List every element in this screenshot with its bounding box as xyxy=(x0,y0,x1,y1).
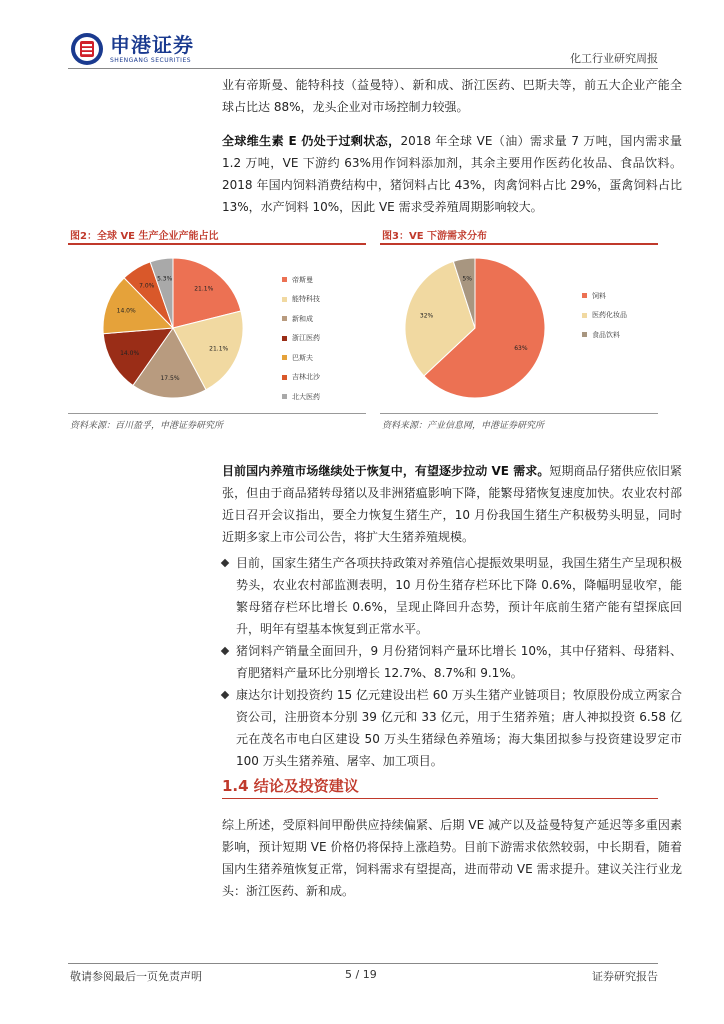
demand-lead: 全球维生素 E 仍处于过剩状态， xyxy=(222,134,401,148)
diamond-bullet-icon xyxy=(221,691,229,699)
fig3-slice-label-2: 32% xyxy=(419,312,434,320)
fig3-legend-item xyxy=(582,286,627,306)
footer-disclaimer: 敬请参阅最后一页免责声明 xyxy=(70,970,202,983)
figure-2-bottom-rule xyxy=(68,413,366,414)
fig3-legend-label: 饲料 xyxy=(592,291,606,300)
fig3-legend-label: 医药化妆品 xyxy=(592,311,627,320)
figure-3-title: 图3：VE 下游需求分布 xyxy=(382,231,488,242)
demand-paragraph xyxy=(222,130,682,218)
fig2-legend-label: 巴斯夫 xyxy=(292,353,313,362)
section-divider xyxy=(222,798,658,799)
bullet-text: 目前，国家生猪生产各项扶持政策对养殖信心提振效果明显，我国生猪生产呈现积极势头，农业农村部监测表明，10 月份生猪存栏环比下降 0.6%，降幅明显收窄，能繁母猪存栏环比增长 0.6%，呈现止降回升态势，预计年底前生猪产能有望探底回升，明年有望基本恢复到正常水平。 xyxy=(236,556,682,636)
company-logo xyxy=(70,32,194,66)
demand-text: 2018 年全球 VE（油）需求量 7 万吨，国内需求量 1.2 万吨，VE 下游约 63%用作饲料添加剂，其余主要用作医药化妆品、食品饮料。2018 年国内饲料消费结构中，猪饲料占比 43%，肉禽饲料占比 29%，蛋禽饲料占比 13%，水产饲料 10%，因此 VE 需求受养殖周期影响较大。 xyxy=(222,134,682,214)
breeding-text: 短期商品仔猪供应依旧紧张，但由于商品猪转母猪以及非洲猪瘟影响下降，能繁母猪恢复速度加快。农业农村部近日召开会议指出，要全力恢复生猪生产，10 月份我国生猪生产积极势头明显，同时近期多家上市公司公告，将扩大生猪养殖规模。 xyxy=(222,464,682,544)
fig2-legend-label: 能特科技 xyxy=(292,295,320,304)
fig3-legend-swatch xyxy=(582,293,587,298)
bullet-item xyxy=(222,640,682,684)
fig3-legend-item xyxy=(582,306,627,326)
section-heading: 1.4 结论及投资建议 xyxy=(222,777,359,795)
figure-2-title-rule xyxy=(68,243,366,245)
fig3-slice-label-1: 63% xyxy=(514,344,528,352)
fig2-legend-label: 帝斯曼 xyxy=(292,275,313,284)
page-number: 5 / 19 xyxy=(345,968,377,981)
figure-2-pie-chart xyxy=(70,250,280,410)
bullet-item xyxy=(222,684,682,772)
figure-3-pie-chart xyxy=(380,250,580,410)
figure-2-source: 资料来源：百川盈孚，申港证券研究所 xyxy=(70,421,224,431)
fig2-legend-swatch xyxy=(282,355,287,360)
fig2-slice-label-6: 7.0% xyxy=(139,282,155,290)
logo-english-name: SHENGANG SECURITIES xyxy=(110,57,192,64)
fig2-legend-label: 浙江医药 xyxy=(292,334,320,343)
figure-2-legend xyxy=(282,270,320,407)
fig2-legend-swatch xyxy=(282,297,287,302)
fig2-legend-item xyxy=(282,387,320,407)
fig2-legend-label: 北大医药 xyxy=(292,392,320,401)
fig3-legend-swatch xyxy=(582,332,587,337)
report-type: 化工行业研究周报 xyxy=(570,52,658,65)
breeding-lead: 目前国内养殖市场继续处于恢复中，有望逐步拉动 VE 需求。 xyxy=(222,464,550,478)
fig2-legend-item xyxy=(282,270,320,290)
fig2-legend-item xyxy=(282,329,320,349)
figure-3-legend xyxy=(582,286,627,345)
fig2-slice-label-3: 17.5% xyxy=(160,374,180,382)
figure-3-bottom-rule xyxy=(380,413,658,414)
fig2-legend-item xyxy=(282,368,320,388)
fig2-legend-label: 新和成 xyxy=(292,314,313,323)
shengang-logo-icon xyxy=(70,32,104,66)
figure-3-title-rule xyxy=(380,243,658,245)
fig2-slice-label-4: 14.0% xyxy=(120,349,140,357)
header-divider xyxy=(68,68,658,69)
fig2-legend-swatch xyxy=(282,316,287,321)
diamond-bullet-icon xyxy=(221,559,229,567)
fig2-legend-swatch xyxy=(282,336,287,341)
logo-chinese-name: 申港证券 xyxy=(110,33,194,57)
fig2-slice-label-5: 14.0% xyxy=(116,307,136,315)
fig2-legend-swatch xyxy=(282,277,287,282)
fig2-legend-item xyxy=(282,309,320,329)
figure-2-title: 图2：全球 VE 生产企业产能占比 xyxy=(70,231,219,242)
fig2-legend-item xyxy=(282,348,320,368)
fig3-legend-item xyxy=(582,325,627,345)
conclusion-paragraph: 综上所述，受原料间甲酚供应持续偏紧、后期 VE 减产以及益曼特复产延迟等多重因素影响，预计短期 VE 价格仍将保持上涨趋势。目前下游需求依然较弱，中长期看，随着国内生猪养殖恢复正常，饲料需求有望提高，进而带动 VE 需求提升。建议关注行业龙头：浙江医药、新和成。 xyxy=(222,818,682,898)
bullet-item xyxy=(222,552,682,640)
footer-report-label: 证券研究报告 xyxy=(592,970,658,983)
breeding-paragraph xyxy=(222,460,682,548)
fig3-legend-label: 食品饮料 xyxy=(592,330,620,339)
footer-divider xyxy=(68,963,658,964)
bullet-text: 康达尔计划投资约 15 亿元建设出栏 60 万头生猪产业链项目；牧原股份成立两家合资公司，注册资本分别 39 亿元和 33 亿元，用于生猪养殖；唐人神拟投资 6.58 亿元在茂名市电白区建设 50 万头生猪绿色养殖场；海大集团拟参与投资建设罗定市 100 万头生猪养殖、屠宰、加工项目。 xyxy=(236,688,682,768)
figure-3-source: 资料来源：产业信息网，申港证券研究所 xyxy=(382,421,545,431)
fig3-slice-label-3: 5% xyxy=(462,275,472,283)
bullet-text: 猪饲料产销量全面回升，9 月份猪饲料产量环比增长 10%，其中仔猪料、母猪料、育肥猪料产量环比分别增长 12.7%、8.7%和 9.1%。 xyxy=(236,644,682,680)
intro-paragraph: 业有帝斯曼、能特科技（益曼特）、新和成、浙江医药、巴斯夫等，前五大企业产能全球占比达 88%，龙头企业对市场控制力较强。 xyxy=(222,78,682,114)
fig2-legend-swatch xyxy=(282,375,287,380)
fig2-slice-label-1: 21.1% xyxy=(194,285,214,293)
fig3-legend-swatch xyxy=(582,313,587,318)
fig2-legend-swatch xyxy=(282,394,287,399)
fig2-legend-item xyxy=(282,290,320,310)
diamond-bullet-icon xyxy=(221,647,229,655)
fig2-slice-label-2: 21.1% xyxy=(209,345,229,353)
fig2-legend-label: 吉林北沙 xyxy=(292,373,320,382)
fig2-slice-label-7: 5.3% xyxy=(157,275,173,283)
